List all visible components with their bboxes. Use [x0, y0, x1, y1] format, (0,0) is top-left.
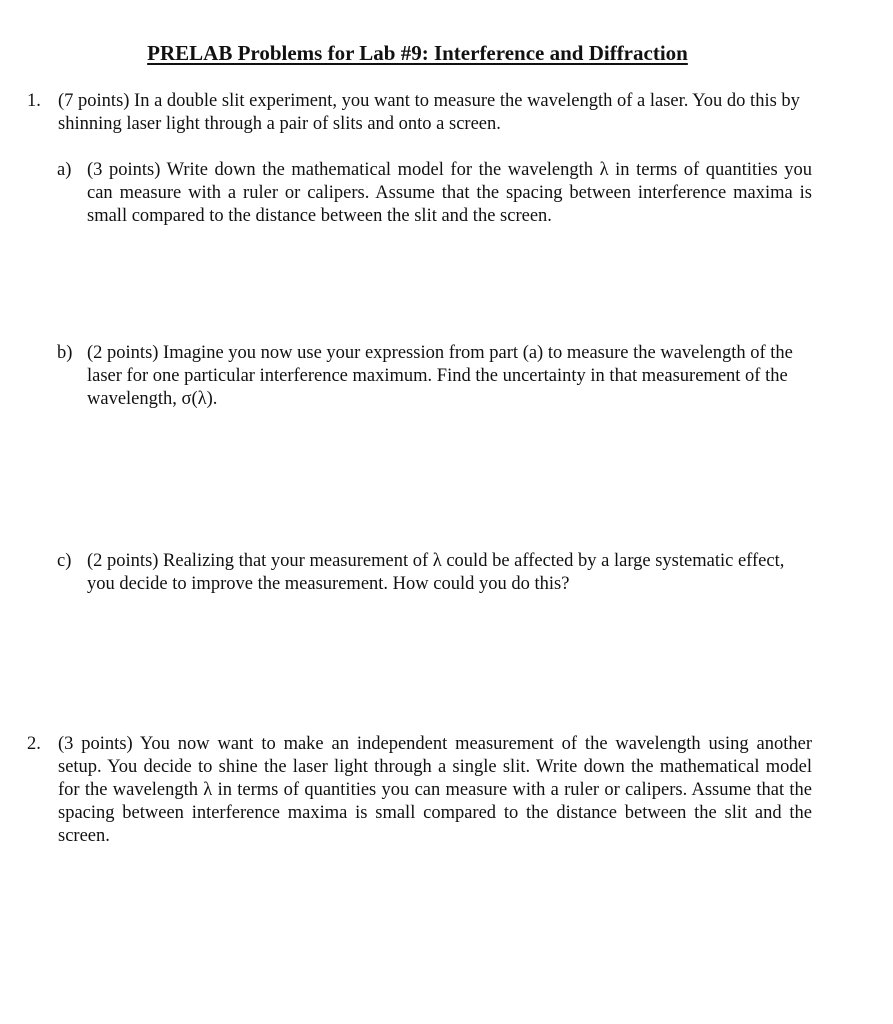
part-letter: b) [57, 343, 73, 363]
question-1 [27, 90, 812, 136]
question-2 [27, 733, 812, 848]
question-text: (7 points) In a double slit experiment, you want to measure the wavelength of a laser. You do this by shinning laser light through a pair of slits and onto a screen. [58, 91, 800, 134]
part-text: (2 points) Realizing that your measurement of λ could be affected by a large systematic effect, you decide to improve the measurement. How could you do this? [87, 551, 785, 594]
question-1-part-c [57, 550, 812, 596]
part-letter: a) [57, 160, 72, 180]
question-1-part-a [57, 159, 812, 228]
part-letter: c) [57, 551, 72, 571]
document-title: PRELAB Problems for Lab #9: Interference and Diffraction [147, 41, 688, 65]
part-text: (3 points) Write down the mathematical model for the wavelength λ in terms of quantities you can measure with a ruler or calipers. Assume that the spacing between interference maxima is small compared to the distance between the slit and the screen. [87, 160, 812, 226]
part-text: (2 points) Imagine you now use your expression from part (a) to measure the wavelength of the laser for one particular interference maximum. Find the uncertainty in that measurement of the wavelength, σ(λ). [87, 343, 793, 409]
question-1-part-b [57, 342, 812, 411]
question-number: 2. [27, 734, 41, 754]
question-number: 1. [27, 91, 41, 111]
question-text: (3 points) You now want to make an independent measurement of the wavelength using another setup. You decide to shine the laser light through a single slit. Write down the mathematical model for the wavelength λ in terms of quantities you can measure with a ruler or calipers. Assume that the spacing between interference maxima is small compared to the distance between the slit and the screen. [58, 734, 812, 846]
